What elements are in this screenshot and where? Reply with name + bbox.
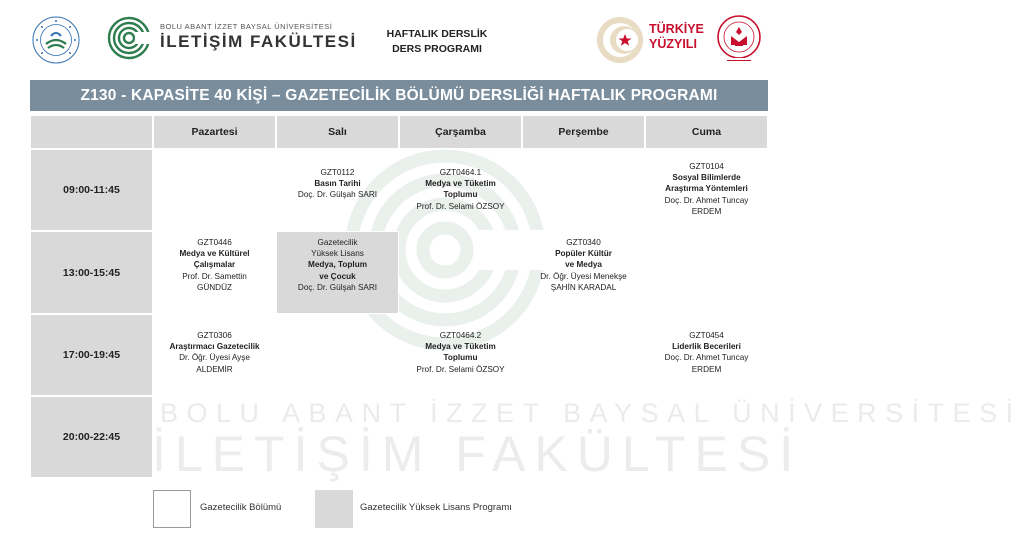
legend-swatch-graduate	[315, 490, 353, 528]
course-name-line1: Medya, Toplum	[308, 260, 367, 270]
course-instructor-line1: Doç. Dr. Ahmet Tuncay	[664, 195, 749, 205]
course-code: GZT0112	[320, 168, 355, 177]
day-header-carsamba: Çarşamba	[399, 115, 522, 149]
course-instructor-line1: Prof. Dr. Samettin	[182, 271, 247, 281]
course-persembe-1300	[524, 237, 643, 293]
legend-label-undergraduate: Gazetecilik Bölümü	[200, 502, 282, 513]
course-code: GZT0340	[566, 238, 601, 247]
course-name-line2: Araştırma Yöntemleri	[665, 184, 748, 194]
course-instructor: Doç. Dr. Gülşah SARI	[297, 190, 378, 200]
course-cuma-1700	[647, 330, 766, 375]
yuzyili-label: YÜZYILI	[649, 37, 697, 51]
course-code: GZT0104	[689, 162, 724, 171]
turkiye-yuzyili-icon	[595, 15, 645, 65]
course-instructor-line1: Dr. Öğr. Üyesi Ayşe	[179, 353, 250, 363]
course-name: Araştırmacı Gazetecilik	[169, 342, 260, 352]
course-instructor-line1: Doç. Dr. Ahmet Tuncay	[664, 353, 749, 363]
watermark-faculty-name: İLETİŞİM FAKÜLTESİ	[152, 426, 803, 482]
course-instructor: Prof. Dr. Selami ÖZSOY	[416, 201, 505, 211]
course-code: GZT0446	[197, 238, 232, 247]
course-instructor-line1: Dr. Öğr. Üyesi Menekşe	[540, 271, 627, 281]
course-pazartesi-1700	[155, 330, 274, 375]
course-code: GZT0454	[689, 331, 724, 340]
course-code: GZT0306	[197, 331, 232, 340]
faculty-name: İLETİŞİM FAKÜLTESİ	[160, 32, 357, 51]
watermark-university-name: BOLU ABANT İZZET BAYSAL ÜNİVERSİTESİ	[160, 398, 1022, 428]
course-cuma-0900	[647, 161, 766, 217]
course-instructor-line2: GÜNDÜZ	[196, 282, 233, 292]
course-name-line2: Çalışmalar	[193, 260, 236, 270]
program-line1: Gazetecilik	[317, 238, 358, 247]
course-instructor-line2: ALDEMİR	[196, 364, 233, 374]
course-pazartesi-1300	[155, 237, 274, 293]
document-title-line1: HAFTALIK DERSLİK	[386, 28, 488, 40]
course-sali-1300	[278, 237, 397, 293]
course-sali-0900	[278, 167, 397, 201]
day-header-sali: Salı	[276, 115, 399, 149]
day-header-persembe: Perşembe	[522, 115, 645, 149]
document-title	[375, 27, 499, 57]
schedule-title: Z130 - KAPASİTE 40 KİŞİ – GAZETECİLİK BÖLÜMÜ DERSLİĞİ HAFTALIK PROGRAMI	[30, 80, 768, 111]
program-line2: Yüksek Lisans	[311, 249, 364, 259]
course-instructor-line2: ERDEM	[691, 206, 722, 216]
course-name-line2: ve Medya	[565, 260, 602, 270]
corner-cell	[30, 115, 153, 149]
day-header-cuma: Cuma	[645, 115, 768, 149]
course-code: GZT0464.1	[439, 168, 482, 177]
course-name-line2: Toplumu	[443, 190, 478, 200]
faculty-name-block	[160, 22, 357, 52]
course-name-line2: Toplumu	[443, 353, 478, 363]
course-name-line2: ve Çocuk	[319, 271, 356, 281]
time-slot-1300: 13:00-15:45	[30, 231, 153, 314]
turkiye-yuzyili-text	[649, 22, 704, 52]
document-title-line2: DERS PROGRAMI	[392, 43, 482, 55]
course-name: Liderlik Becerileri	[672, 342, 741, 352]
faculty-university-name: BOLU ABANT İZZET BAYSAL ÜNİVERSİTESİ	[160, 22, 333, 31]
family-year-icon	[715, 14, 763, 64]
legend-label-graduate: Gazetecilik Yüksek Lisans Programı	[360, 502, 512, 513]
university-seal-icon	[32, 16, 80, 64]
time-slot-0900: 09:00-11:45	[30, 149, 153, 231]
turkiye-label: TÜRKİYE	[649, 22, 704, 36]
course-instructor: Doç. Dr. Gülşah SARI	[297, 282, 378, 292]
course-instructor: Prof. Dr. Selami ÖZSOY	[416, 364, 505, 374]
faculty-logo-icon	[107, 16, 151, 60]
time-slot-1700: 17:00-19:45	[30, 314, 153, 396]
course-name-line1: Popüler Kültür	[555, 249, 612, 259]
legend-swatch-undergraduate	[153, 490, 191, 528]
course-name-line1: Medya ve Tüketim	[425, 342, 496, 352]
course-code: GZT0464.2	[439, 331, 482, 340]
course-carsamba-0900	[401, 167, 520, 212]
course-name-line1: Medya ve Kültürel	[179, 249, 250, 259]
time-slot-2000: 20:00-22:45	[30, 396, 153, 478]
course-instructor-line2: ERDEM	[691, 364, 722, 374]
course-name: Basın Tarihi	[314, 179, 361, 189]
page-header	[0, 0, 794, 80]
course-carsamba-1700	[401, 330, 520, 375]
course-name-line1: Medya ve Tüketim	[425, 179, 496, 189]
course-instructor-line2: ŞAHİN KARADAL	[550, 282, 617, 292]
course-name-line1: Sosyal Bilimlerde	[672, 173, 741, 183]
day-header-pazartesi: Pazartesi	[153, 115, 276, 149]
